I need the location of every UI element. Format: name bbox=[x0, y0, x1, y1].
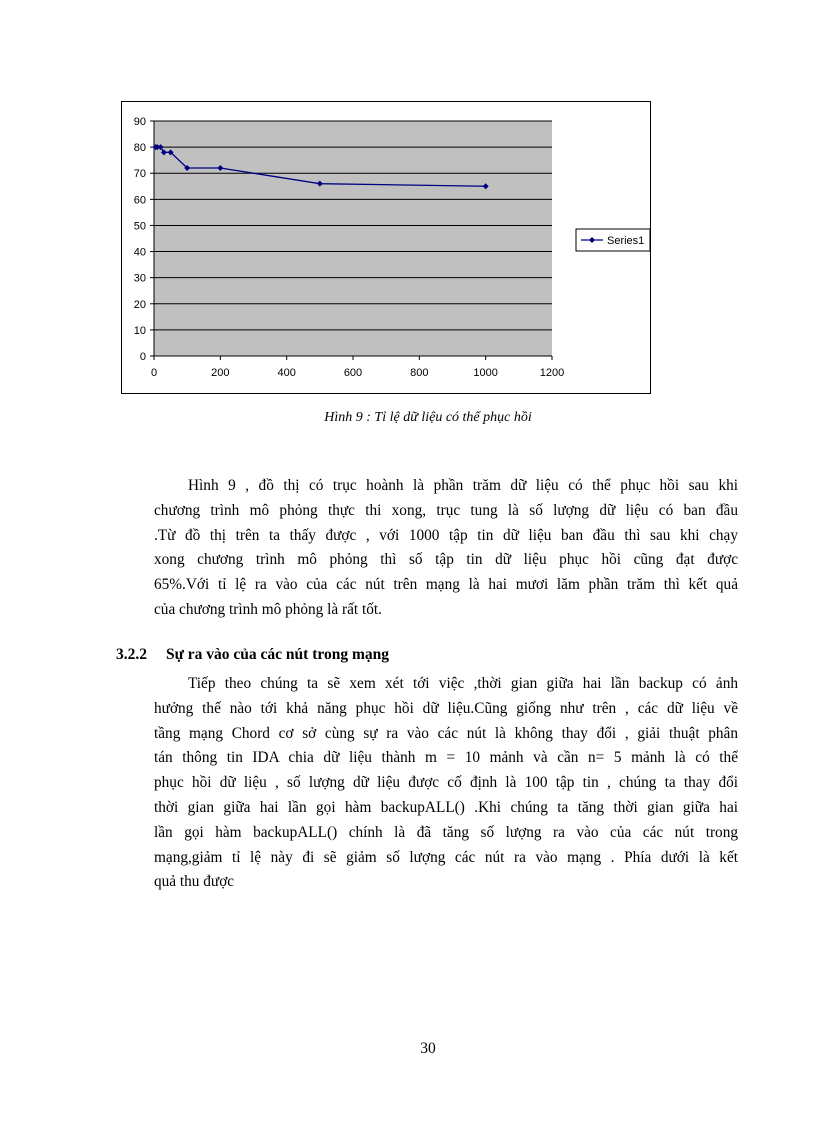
paragraph-line: lần gọi hàm backupALL() chính là đã tăng số lượng ra vào của các nút trong bbox=[154, 823, 738, 841]
chart-frame bbox=[121, 101, 651, 394]
paragraph-line: xong chương trình mô phỏng thì số tập tin dữ liệu phục hồi cũng đạt được bbox=[154, 551, 738, 569]
y-tick-label: 0 bbox=[139, 351, 146, 363]
paragraph-2 bbox=[154, 672, 738, 895]
paragraph-line: tán thông tin IDA chia dữ liệu thành m = 10 mảnh và cần n= 5 mảnh là có thể bbox=[154, 749, 738, 767]
page-number: 30 bbox=[420, 1040, 436, 1057]
paragraph-line: Hình 9 , đồ thị có trục hoành là phần trăm dữ liệu có thể phục hồi sau khi bbox=[188, 477, 738, 494]
x-tick-label: 400 bbox=[277, 367, 296, 379]
paragraph-line: phục hồi dữ liệu , số lượng dữ liệu được cố định là 100 tập tin , chúng ta thay đổi bbox=[154, 774, 738, 792]
section-title: Sự ra vào của các nút trong mạng bbox=[166, 646, 390, 663]
legend-label: Series1 bbox=[607, 235, 645, 247]
paragraph-line: thời gian giữa hai lần gọi hàm backupALL() .Khi chúng ta tăng thời gian giữa hai bbox=[154, 798, 738, 816]
section-heading bbox=[116, 646, 389, 664]
y-tick-label: 10 bbox=[133, 324, 146, 337]
paragraph-line: của chương trình mô phỏng là rất tốt. bbox=[154, 600, 382, 618]
figure-caption: Hình 9 : Tỉ lệ dữ liệu có thể phục hồi bbox=[324, 410, 532, 425]
x-tick-label: 1200 bbox=[539, 367, 565, 379]
paragraph-line: hưởng thế nào tới khả năng phục hồi dữ liệu.Cũng giống như trên , các dữ liệu về bbox=[154, 699, 738, 717]
y-tick-label: 80 bbox=[133, 142, 146, 155]
x-tick-label: 200 bbox=[211, 367, 230, 379]
paragraph-line: chương trình mô phỏng thực thi xong, trục tung là số lượng dữ liệu có ban đầu bbox=[154, 501, 738, 519]
paragraph-line: quả thu được bbox=[154, 873, 235, 891]
paragraph-line: mạng,giảm tỉ lệ này đi sẽ giảm số lượng các nút ra vào mạng . Phía dưới là kết bbox=[154, 848, 738, 866]
line-chart bbox=[122, 102, 652, 395]
section-number: 3.2.2 bbox=[116, 646, 147, 663]
y-tick-label: 50 bbox=[133, 220, 146, 233]
paragraph-line: Tiếp theo chúng ta sẽ xem xét tới việc ,thời gian giữa hai lần backup có ảnh bbox=[188, 675, 738, 692]
x-tick-label: 0 bbox=[150, 367, 158, 379]
paragraph-line: 65%.Với tỉ lệ ra vào của các nút trên mạng là hai mươi lăm phần trăm thì kết quả bbox=[154, 576, 738, 594]
y-tick-label: 20 bbox=[133, 298, 146, 311]
y-tick-label: 70 bbox=[133, 168, 146, 181]
paragraph-1 bbox=[154, 474, 738, 623]
x-tick-label: 1000 bbox=[473, 367, 498, 379]
y-tick-label: 30 bbox=[133, 272, 146, 285]
plot-area bbox=[154, 121, 552, 356]
y-tick-label: 90 bbox=[133, 116, 146, 128]
paragraph-line: .Từ đồ thị trên ta thấy được , với 1000 tập tin dữ liệu ban đầu thì sau khi chạy bbox=[154, 526, 738, 544]
x-tick-label: 600 bbox=[343, 367, 363, 379]
x-tick-label: 800 bbox=[410, 367, 429, 379]
y-tick-label: 60 bbox=[133, 194, 146, 207]
paragraph-line: tầng mạng Chord cơ sở cùng sự ra vào các nút là không thay đổi , giải thuật phân bbox=[154, 724, 738, 742]
y-tick-label: 40 bbox=[133, 246, 146, 259]
